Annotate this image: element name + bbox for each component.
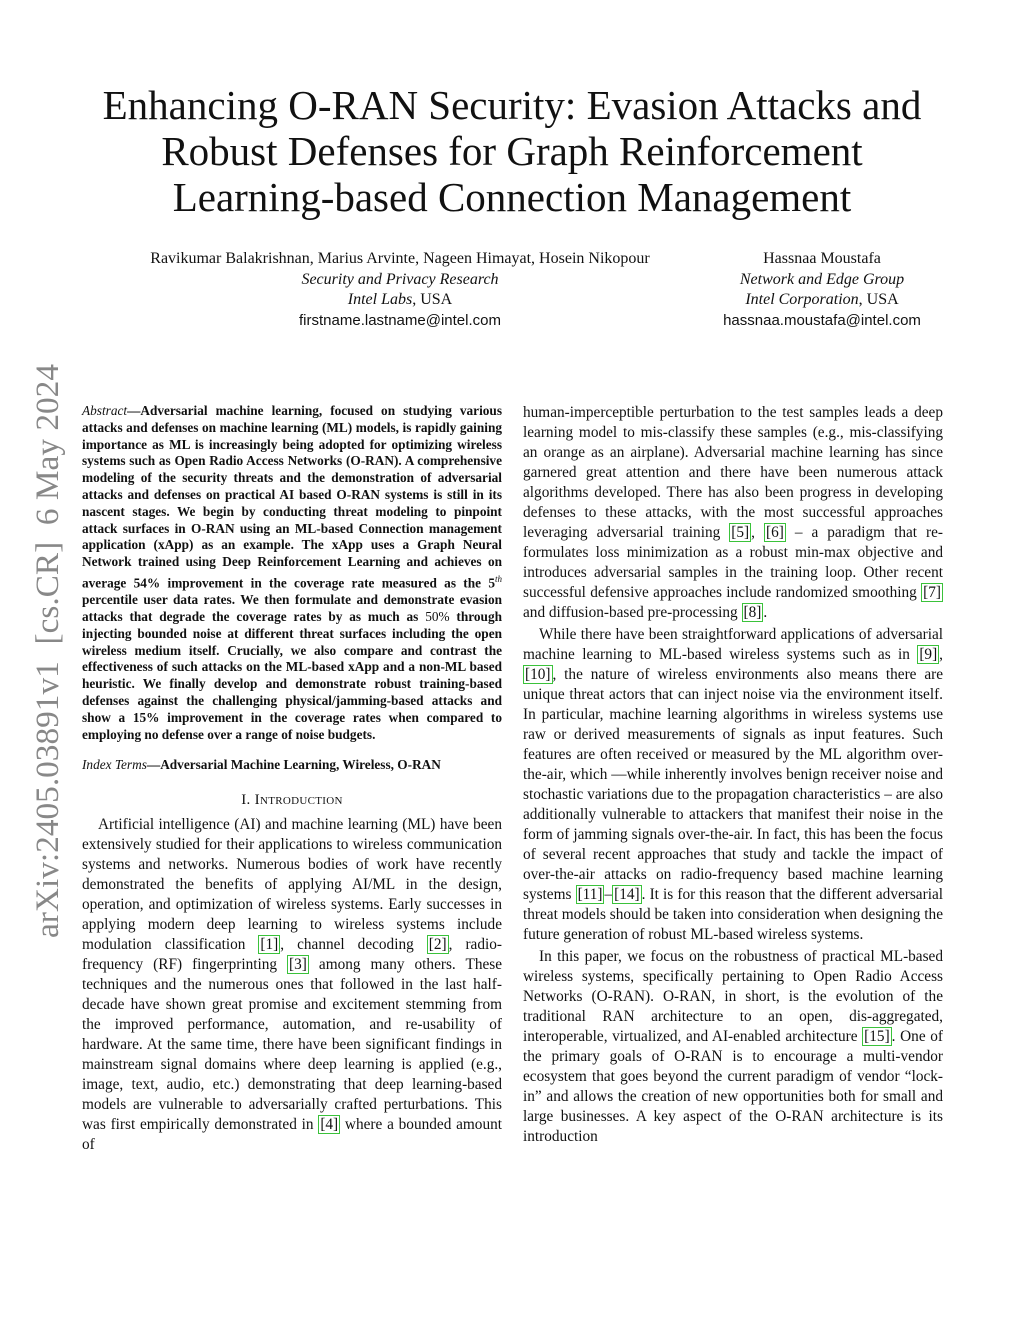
intro-paragraph-1 xyxy=(82,815,502,1155)
author-org-line xyxy=(100,290,700,311)
abstract-text: through injecting bounded noise at different threat surfaces including the open wireless medium itself. Crucially, we also compare and contrast the effectiveness of such attacks on the ML-based xApp and a non-ML based heuristic. We finally develop and demonstrate robust training-based defenses against the challenging physical/jamming-based attacks and show a 15% improvement in the coverage rates when compared to employing no defense over a range of noise budgets. xyxy=(82,608,502,742)
abstract-text: percentile user data rates. We then formulate and demonstrate evasion attacks that degrade the coverage rates by as much as xyxy=(82,592,502,624)
arxiv-stamp-svg xyxy=(16,360,72,940)
citation-link[interactable]: [3] xyxy=(289,956,307,974)
author-names: Ravikumar Balakrishnan, Marius Arvinte, Nageen Himayat, Hosein Nikopour xyxy=(150,250,650,267)
paragraph-text: human-imperceptible perturbation to the test samples leads a deep learning model to mis-classify these samples (e.g., mis-classifying an orange as an airplane). Adversarial machine learning has since garnered great attention and there have been numerous attack algorithms developed. There has also been progress in developing defenses to these attacks, with the most successful approaches leveraging adversarial training xyxy=(523,404,943,541)
paragraph-text: and diffusion-based pre-processing xyxy=(523,604,742,621)
citation-link[interactable]: [14] xyxy=(614,886,640,903)
citation-link[interactable]: [5] xyxy=(731,524,750,541)
author-country: , USA xyxy=(858,291,899,308)
section-number: I. xyxy=(241,792,255,809)
citation-link[interactable]: [2] xyxy=(428,936,447,954)
abstract-percent: 50% xyxy=(425,608,450,624)
paragraph-text: In this paper, we focus on the robustness of practical ML-based wireless systems, specifically pertaining to Open Radio Access Networks (O-RAN). O-RAN, in short, is the evolution of the traditional RAN architecture to an open, dis-aggregated, interoperable, virtualized, and AI-enabled architecture xyxy=(523,948,943,1045)
abstract-text: Adversarial machine learning, focused on studying various attacks and defenses on machine learning (ML) models, is rapidly gaining importance as ML is increasingly being adopted for optimizing wireless systems such as Open Radio Access Networks (O-RAN). A comprehensive modeling of the security threats and the demonstration of adversarial attacks and defenses on practical AI based O-RAN systems is still in its nascent stages. We begin by conducting threat modeling to pinpoint attack surfaces in O-RAN using an ML-based Connection management application (xApp) as an example. The xApp uses a Graph Neural Network trained using Deep Reinforcement Learning and achieves on average 54% improvement in the coverage rate measured as the 5 xyxy=(82,403,502,591)
intro-paragraph-continued xyxy=(523,403,943,623)
paragraph-text: , xyxy=(939,646,943,663)
paragraph-text: While there have been straightforward applications of adversarial machine learning to ML-based wireless systems such as in xyxy=(523,626,943,663)
paragraph-text: where a bounded amount of xyxy=(82,1116,503,1154)
author-org-line xyxy=(712,290,932,311)
arxiv-stamp-text: arXiv:2405.03891v1 [cs.CR] 6 May 2024 xyxy=(30,369,66,938)
paragraph-text: . One of the primary goals of O-RAN is to encourage a multi-vendor ecosystem that goes beyond the current paradigm of vendor “lock-in” and allows the creation of new opportunities both for small and large businesses. A key aspect of the O-RAN architecture is its introduction xyxy=(523,1028,944,1145)
paragraph-text: , the nature of wireless environments also means there are unique threat actors that can inject noise via the environment itself. In particular, machine learning algorithms in wireless systems use raw or derived measurements of signals as input features. Such features are often received or measured by the ML algorithm over-the-air, which —while inherently involves benign receiver noise and stochastic variations due to the propagation characteristics – are also additionally vulnerable to attackers that manifest their noise in the form of jamming signals over-the-air. In fact, this has been the focus of several recent approaches that study and tackle the impact of over-the-air attacks on radio-frequency based machine learning systems xyxy=(523,666,943,903)
title-line: Enhancing O-RAN Security: Evasion Attacks and xyxy=(102,82,922,128)
paper-title xyxy=(80,82,944,220)
abstract xyxy=(82,403,502,743)
index-terms xyxy=(82,757,502,774)
paragraph-text: , radio-frequency (RF) fingerprinting xyxy=(82,936,502,974)
intro-paragraph-2 xyxy=(523,625,943,945)
paragraph-text: , channel decoding xyxy=(280,936,427,954)
author-group: Network and Edge Group xyxy=(739,270,905,288)
citation-link[interactable]: [1] xyxy=(260,936,279,954)
title-line: Robust Defenses for Graph Reinforcement xyxy=(161,128,863,174)
left-column xyxy=(82,403,502,1155)
citation-link[interactable]: [8] xyxy=(743,604,762,621)
citation-link[interactable]: [10] xyxy=(525,666,551,683)
paragraph-text: . xyxy=(763,604,768,621)
intro-paragraph-3 xyxy=(523,947,943,1147)
title-line: Learning-based Connection Management xyxy=(172,174,852,220)
right-column xyxy=(523,403,943,1147)
paragraph-text: – xyxy=(604,886,613,903)
citation-link[interactable]: [7] xyxy=(923,584,941,601)
paragraph-text: . It is for this reason that the different adversarial threat models should be taken into consideration when designing the future generation of robust ML-based wireless systems. xyxy=(523,886,943,943)
abstract-dash: — xyxy=(127,403,141,418)
paragraph-text: among many others. These techniques and the numerous ones that followed in the last half-decade have shown great promise and excitement stemming from the improved performance, automation, and re-usability of hardware. At the same time, there have been significant findings in mainstream signal domains where deep learning is applied (e.g., image, text, audio, etc.) demonstrating that deep learning-based models are vulnerable to adversarially crafted perturbations. This was first empirically demonstrated in xyxy=(82,956,503,1134)
abstract-heading: Abstract xyxy=(82,403,128,418)
citation-link[interactable]: [15] xyxy=(864,1028,890,1045)
paragraph-text: – a paradigm that re-formulates loss minimization as a robust min-max objective and introduces adversarial samples in the training loop. Other recent successful defensive approaches include randomized smoothing xyxy=(523,524,943,601)
author-block-intel-corp xyxy=(712,249,932,331)
arxiv-identifier-stamp xyxy=(16,360,72,940)
index-terms-heading: Index Terms xyxy=(82,757,147,773)
paragraph-text: Artificial intelligence (AI) and machine learning (ML) have been extensively studied for their applications to wireless communication systems and networks. Numerous bodies of work have recently demonstrated the benefits of applying AI/ML in the design, operation, and optimization of wireless systems. Early successes in applying modern deep learning to wireless systems include modulation classification xyxy=(82,816,502,954)
author-block-intel-labs xyxy=(100,249,700,331)
abstract-superscript: th xyxy=(494,573,502,584)
author-names: Hassnaa Moustafa xyxy=(763,250,881,267)
paragraph-text: , xyxy=(751,524,764,541)
author-org: Intel Corporation xyxy=(745,291,859,308)
author-email: firstname.lastname@intel.com xyxy=(299,311,501,329)
author-group: Security and Privacy Research xyxy=(301,270,499,288)
author-org: Intel Labs xyxy=(347,291,413,308)
citation-link[interactable]: [11] xyxy=(577,886,603,903)
section-title: Introduction xyxy=(254,792,343,809)
citation-link[interactable]: [4] xyxy=(320,1116,339,1134)
citation-link[interactable]: [6] xyxy=(765,524,784,541)
author-country: , USA xyxy=(412,291,453,308)
section-heading-introduction xyxy=(82,792,502,809)
citation-link[interactable]: [9] xyxy=(919,646,938,663)
index-terms-dash: — xyxy=(146,757,161,773)
author-email: hassnaa.moustafa@intel.com xyxy=(723,311,921,329)
index-terms-text: Adversarial Machine Learning, Wireless, O-RAN xyxy=(160,757,441,773)
